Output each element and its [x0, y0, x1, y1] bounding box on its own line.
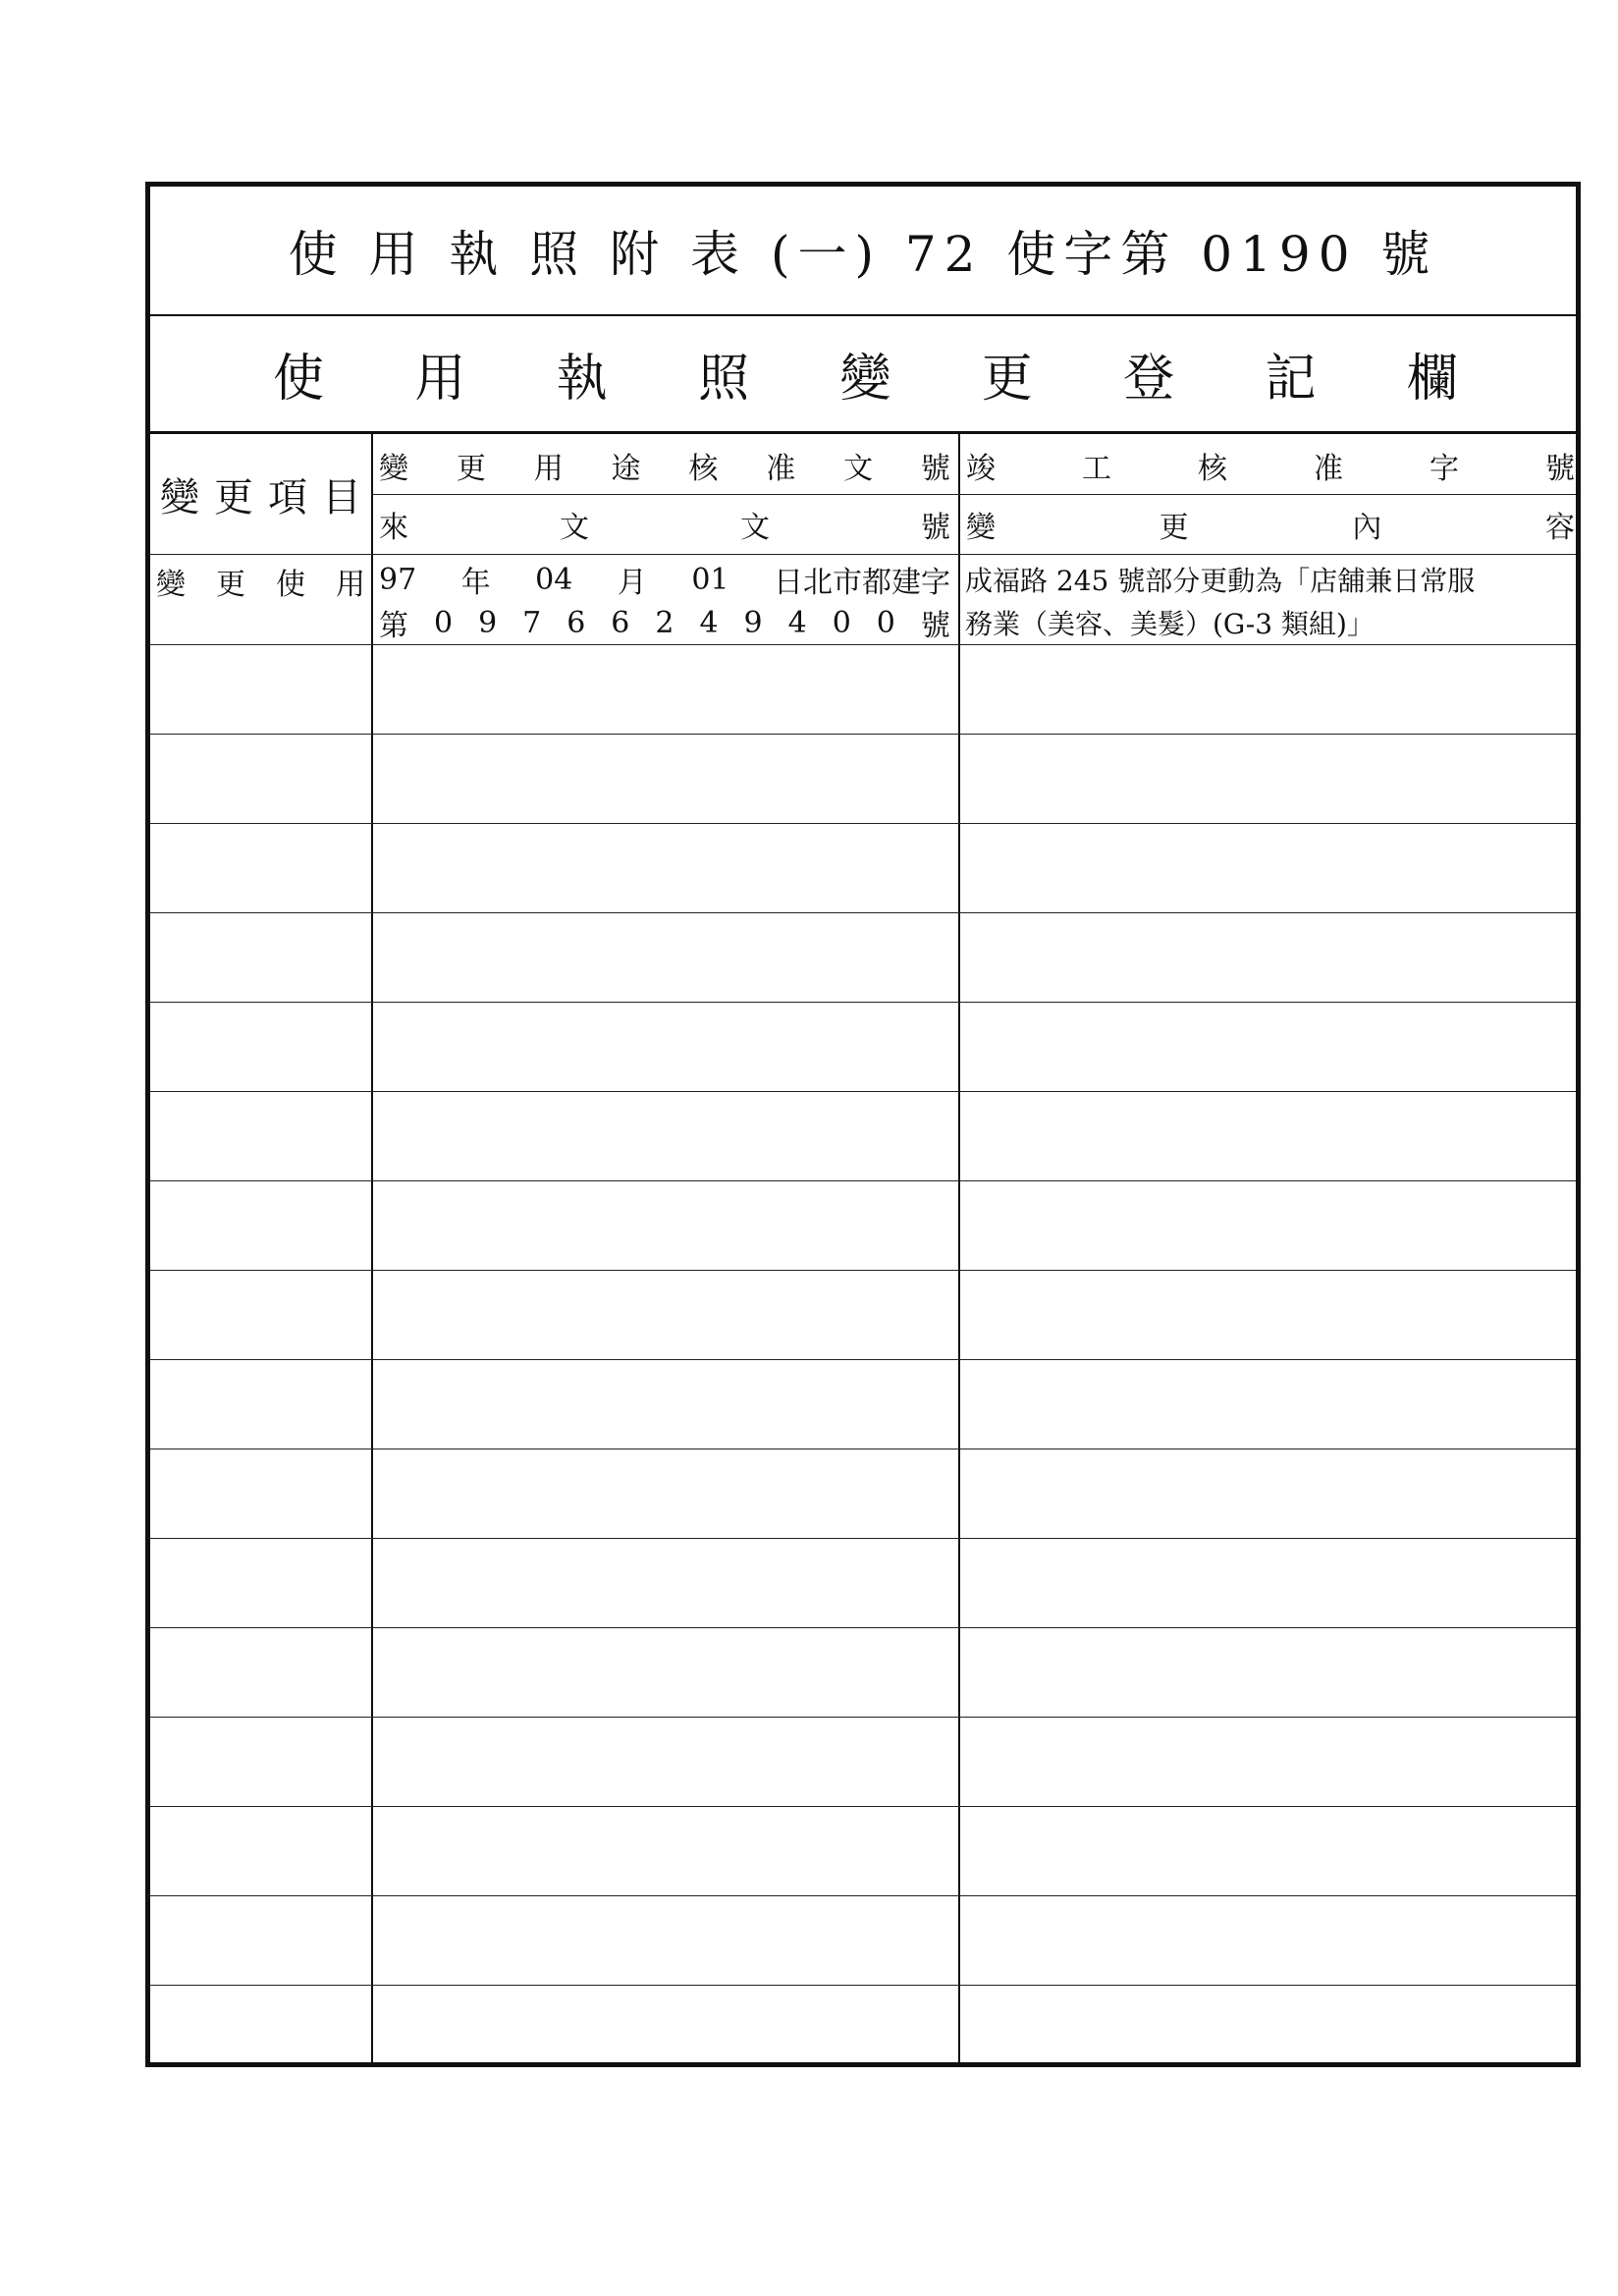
char: 更	[1159, 511, 1189, 545]
row-divider	[150, 1270, 1576, 1271]
char: 目	[322, 474, 361, 520]
char: 使	[276, 568, 305, 602]
header-incoming-doc-no	[373, 496, 956, 553]
char: 6	[566, 605, 586, 640]
char: 97	[379, 562, 417, 597]
char: 准	[766, 452, 796, 486]
subtitle-char: 變	[839, 350, 891, 409]
row-divider	[150, 1806, 1576, 1807]
row-divider	[150, 554, 1576, 555]
row-divider	[150, 1359, 1576, 1360]
char: 04	[535, 562, 573, 597]
char: 0	[433, 605, 454, 640]
char: 號	[920, 452, 950, 486]
row-divider	[150, 1002, 1576, 1003]
char: 0	[876, 605, 895, 640]
char: 更	[456, 452, 486, 486]
row-divider	[150, 1538, 1576, 1539]
char: 更	[214, 474, 253, 520]
subtitle-char: 執	[556, 350, 608, 409]
char: 容	[1544, 511, 1575, 545]
header-approval-doc-no	[373, 437, 956, 494]
subtitle-char: 使	[273, 350, 325, 409]
char: 0	[832, 605, 851, 640]
row-divider	[150, 1985, 1576, 1986]
char: 變	[156, 568, 186, 602]
char: 內	[1352, 511, 1382, 545]
subtitle-char: 更	[981, 350, 1033, 409]
char: 2	[655, 605, 674, 640]
row-divider	[150, 823, 1576, 824]
char: 9	[743, 605, 763, 640]
char: 項	[268, 474, 307, 520]
subtitle-char: 用	[414, 350, 466, 409]
row-divider	[150, 1717, 1576, 1718]
char: 竣	[966, 452, 996, 486]
column-divider	[371, 434, 373, 2062]
header-change-item	[150, 434, 371, 554]
subtitle-char: 登	[1123, 350, 1175, 409]
row-divider	[150, 734, 1576, 735]
entry-content-line-1: 成福路 245 號部分更動為「店舖兼日常服	[965, 565, 1476, 597]
row-divider	[150, 1627, 1576, 1628]
char: 文	[740, 511, 770, 545]
char: 來	[379, 511, 408, 545]
char: 01	[691, 562, 729, 597]
row-divider	[150, 1091, 1576, 1092]
char: 4	[699, 605, 719, 640]
header-change-content	[960, 496, 1581, 553]
entry-change-item	[150, 556, 371, 605]
row-divider	[150, 644, 1576, 645]
row-divider	[371, 494, 1576, 495]
change-registration-form	[145, 182, 1581, 2067]
char: 年	[460, 566, 491, 600]
char: 號	[921, 511, 950, 545]
entry-doc-date	[373, 558, 956, 601]
char: 文	[560, 511, 589, 545]
char: 6	[611, 605, 630, 640]
char: 用	[336, 568, 365, 602]
char: 月	[617, 566, 647, 600]
char: 變	[160, 474, 199, 520]
header-completion-no	[960, 437, 1581, 494]
char: 4	[787, 605, 807, 640]
char: 9	[478, 605, 498, 640]
char: 文	[843, 452, 874, 486]
char: 號	[1545, 452, 1575, 486]
entry-content-line-2: 務業（美容、美髮）(G-3 類組)」	[965, 608, 1375, 640]
char: 工	[1082, 452, 1111, 486]
char: 核	[1198, 452, 1227, 486]
char: 途	[611, 452, 641, 486]
char: 7	[522, 605, 542, 640]
subtitle-char: 照	[698, 350, 750, 409]
form-subtitle	[150, 316, 1576, 434]
column-divider	[958, 434, 960, 2062]
row-divider	[150, 912, 1576, 913]
char: 號	[920, 609, 950, 643]
char: 日北市都建字	[773, 566, 950, 600]
char: 用	[533, 452, 564, 486]
char: 變	[966, 511, 996, 545]
subtitle-char: 欄	[1406, 350, 1458, 409]
row-divider	[150, 1895, 1576, 1896]
char: 核	[688, 452, 719, 486]
char: 變	[379, 452, 408, 486]
entry-doc-number	[373, 601, 956, 644]
form-title: 使 用 執 照 附 表 (一) 72 使字第 0190 號	[150, 187, 1576, 316]
subtitle-char: 記	[1265, 350, 1317, 409]
char: 准	[1314, 452, 1343, 486]
char: 第	[379, 609, 408, 643]
row-divider	[150, 1180, 1576, 1181]
char: 更	[216, 568, 245, 602]
char: 字	[1429, 452, 1459, 486]
